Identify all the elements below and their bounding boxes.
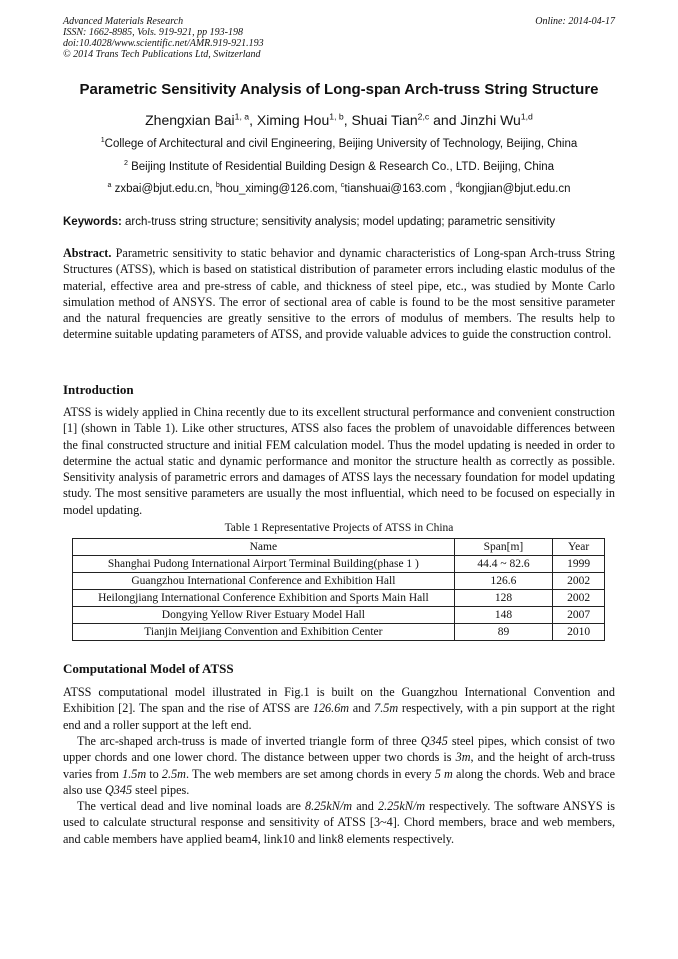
web-spacing: 5 m [434,766,453,781]
table-cell-span: 44.4 ~ 82.6 [454,556,552,573]
projects-table [72,538,605,641]
email-link[interactable]: kongjian@bjut.edu.cn [459,183,571,195]
author-sup: 1, a [234,111,250,122]
table-header-year: Year [553,539,605,556]
email-sup: b [215,181,220,190]
text-run: ATSS computational model illustrated in Fig.1 is built on the Guangzhou International Convention and Exhibition [2]. The span and the rise of ATSS are [63,685,615,716]
issn-line: ISSN: 1662-8985, Vols. 919-921, pp 193-198 [63,27,243,38]
table-header-span: Span[m] [454,539,552,556]
affiliation-2 [0,161,678,173]
text-run: steel pipes. [132,782,190,797]
computational-paragraph-2 [63,733,615,798]
text-run: The vertical dead and live nominal loads are [77,799,306,813]
computational-paragraph-3 [63,798,615,847]
table-cell-year: 2010 [553,624,605,641]
abstract-text: Parametric sensitivity to static behavior and dynamic characteristics of Long-span Arch-truss String Structures (ATSS), which is based on statistical distribution of parameter errors including elastic modulus of the material, effective area and pre-stress of cable, and thickness of steel pipe, etc., was studied by Monte Carlo simulation method of ANSYS. The error of sectional area of cable is found to be the most sensitive parameter and the natural frequencies are greatly sensitive to the errors of modulus of members. The results help to determine suitable updating parameters of ATSS, and provide valuable advices to guide the construction control. [63,246,615,342]
online-date: Online: 2014-04-17 [535,16,615,27]
email-link[interactable]: tianshuai@163.com , [344,183,453,195]
height-max: 2.5m [161,766,186,781]
text-run: . The web members are set among chords in every [185,766,435,781]
table-row [73,590,605,607]
author-sup: 1,d [520,111,533,122]
table-cell-year: 2007 [553,607,605,624]
text-run: to [146,766,162,781]
table-cell-year: 2002 [553,590,605,607]
author-emails [0,183,678,195]
text-run: respectively, with a pin support at the right end and a roller support at the left end. [63,701,615,732]
rise-value: 7.5m [374,701,399,716]
author-name: Jinzhi Wu [460,112,521,128]
introduction-text: ATSS is widely applied in China recently due to its excellent structural performance and convenient construction [1] (shown in Table 1). Like other structures, ATSS also faces the problem of unavoidable differences between the final constructed structure and initial FEM calculation model. Thus the model updating is needed in order to determine the actual static and dynamic performance and monitor the structure health as correctly as possible. Sensitivity analysis of parametric errors and damages of ATSS lays the necessary foundation for model updating study. The most sensitive parameters are usually the most influential, which need to be focused on especially in model updating. [63,405,615,517]
table-cell-span: 126.6 [454,573,552,590]
table-header-name: Name [73,539,455,556]
author-sup: 2,c [417,111,430,122]
text-run: and [349,701,375,716]
table-header-row [73,539,605,556]
table-cell-name: Guangzhou International Conference and Exhibition Hall [73,573,455,590]
table-row [73,624,605,641]
keywords-label: Keywords: [63,216,122,228]
journal-name: Advanced Materials Research [63,16,184,27]
keywords-text: arch-truss string structure; sensitivity analysis; model updating; parametric sensitivity [125,216,556,228]
table-cell-span: 148 [454,607,552,624]
email-sup: c [340,181,345,190]
span-value: 126.6m [312,701,350,716]
paper-title: Parametric Sensitivity Analysis of Long-span Arch-truss String Structure [79,81,599,98]
table-cell-name: Shanghai Pudong International Airport Terminal Building(phase 1 ) [73,556,455,573]
table-cell-name: Tianjin Meijiang Convention and Exhibition Center [73,624,455,641]
email-link[interactable]: hou_ximing@126.com, [219,183,338,195]
author-name: Shuai Tian [351,112,418,128]
text-run: , and the height of arch-truss varies from [63,750,615,781]
height-min: 1.5m [122,766,147,781]
email-link[interactable]: zxbai@bjut.edu.cn, [114,183,213,195]
live-load: 2.25kN/m [377,799,426,813]
table-cell-year: 1999 [553,556,605,573]
author-and: and [433,112,457,128]
abstract [63,245,615,343]
text-run: along the chords. Web and brace also use [63,766,616,797]
table-cell-year: 2002 [553,573,605,590]
table-cell-name: Dongying Yellow River Estuary Model Hall [73,607,455,624]
abstract-label: Abstract. [63,246,112,260]
affiliation-number: 2 [123,159,128,168]
table-row [73,573,605,590]
table-caption: Table 1 Representative Projects of ATSS in China [224,522,454,534]
author-list: Zhengxian Bai$^{1, a}$, Ximing Hou$^{1, b}$, Shuai Tian$^{2,c}$ and Jinzhi Wu$^{1,d}$ [145,111,533,128]
text-run: steel pipes, which consist of two upper chords and one lower chord. The distance between upper two chords is [63,734,615,765]
email-sup: a [107,181,112,190]
introduction-heading: Introduction [63,382,134,397]
computational-paragraph-1 [63,684,615,733]
affiliation-1 [0,138,678,150]
email-sup: d [455,181,460,190]
chord-distance: 3m [455,750,471,765]
affiliation-text: College of Architectural and civil Engineering, Beijing University of Technology, Beijing, China [104,138,578,150]
text-run: respectively. The software ANSYS is used to calculate structural response and sensitivity of ATSS [3~4]. Chord members, brace and web members, and cable members have applied beam4, link10 and link8 elements respectively. [63,799,615,846]
author-sup: 1, b [329,111,344,122]
dead-load: 8.25kN/m [305,799,353,813]
keywords [63,216,615,228]
text-run: The arc-shaped arch-truss is made of inverted triangle form of three [77,734,421,748]
affiliation-number: 1 [100,136,105,145]
table-row [73,556,605,573]
journal-header [63,16,615,60]
steel-grade: Q345 [420,734,448,748]
doi-line: doi:10.4028/www.scientific.net/AMR.919-921.193 [63,38,264,49]
table-cell-span: 128 [454,590,552,607]
table-cell-span: 89 [454,624,552,641]
steel-grade: Q345 [104,782,133,797]
table-cell-name: Heilongjiang International Conference Exhibition and Sports Main Hall [73,590,455,607]
author-name: Zhengxian Bai [145,112,235,128]
text-run: and [352,799,378,813]
table-row [73,607,605,624]
author-name: Ximing Hou [256,112,330,128]
copyright-line: © 2014 Trans Tech Publications Ltd, Switzerland [63,49,261,60]
affiliation-text: Beijing Institute of Residential Building Design & Research Co., LTD. Beijing, China [131,161,555,173]
computational-heading: Computational Model of ATSS [63,661,234,676]
